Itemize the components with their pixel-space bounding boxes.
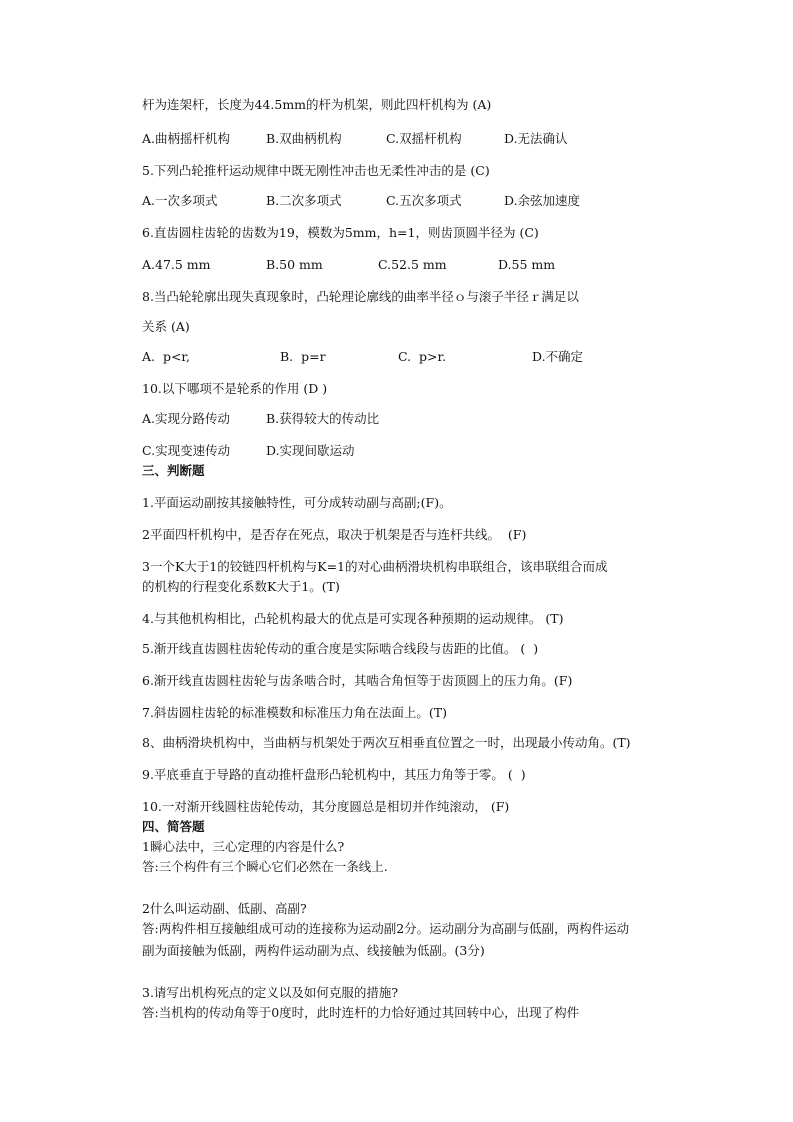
option-a: A.曲柄摇杆机构 xyxy=(142,131,231,146)
option-b: B.50 mm xyxy=(266,257,323,272)
options-row xyxy=(142,130,662,148)
short-answer-question: 1瞬心法中，三心定理的内容是什么? xyxy=(142,839,345,854)
section-heading: 四、简答题 xyxy=(142,819,205,834)
options-row xyxy=(142,192,662,210)
option-d: D.不确定 xyxy=(532,349,584,364)
options-row xyxy=(142,410,662,428)
option-d: D.余弦加速度 xyxy=(504,193,581,208)
section-heading: 三、判断题 xyxy=(142,463,205,478)
option-c: C.实现变速传动 xyxy=(142,443,231,458)
short-answer-answer: 答:当机构的传动角等于0度时，此时连杆的力恰好通过其回转中心，出现了构件 xyxy=(142,1005,580,1020)
option-b: B. p=r xyxy=(280,349,326,364)
option-b: B.获得较大的传动比 xyxy=(266,411,380,426)
option-a: A.实现分路传动 xyxy=(142,411,231,426)
option-a: A.47.5 mm xyxy=(142,257,211,272)
judgment-item: 9.平底垂直于导路的直动推杆盘形凸轮机构中，其压力角等于零。 ( ) xyxy=(142,767,526,782)
options-row xyxy=(142,442,662,460)
options-row xyxy=(142,348,662,366)
option-c: C.双摇杆机构 xyxy=(386,131,462,146)
judgment-item: 1.平面运动副按其接触特性，可分成转动副与高副;(F)。 xyxy=(142,495,452,510)
option-d: D.实现间歇运动 xyxy=(266,443,355,458)
short-answer-question: 2什么叫运动副、低副、高副? xyxy=(142,901,307,916)
question-stem: 杆为连架杆，长度为44.5mm的杆为机架，则此四杆机构为 (A) xyxy=(142,97,492,112)
judgment-item: 2平面四杆机构中，是否存在死点，取决于机架是否与连杆共线。 (F) xyxy=(142,527,527,542)
option-c: C. p>r. xyxy=(398,349,447,364)
option-a: A.一次多项式 xyxy=(142,193,218,208)
short-answer-answer-continued: 副为面接触为低副，两构件运动副为点、线接触为低副。(3分) xyxy=(142,943,485,958)
option-d: D.55 mm xyxy=(498,257,556,272)
question-stem: 6.直齿圆柱齿轮的齿数为19，模数为5mm，h=1，则齿顶圆半径为 (C) xyxy=(142,225,539,240)
option-a: A. p<r, xyxy=(142,349,190,364)
judgment-item: 8、曲柄滑块机构中，当曲柄与机架处于两次互相垂直位置之一时，出现最小传动角。(T) xyxy=(142,735,631,750)
short-answer-answer: 答:两构件相互接触组成可动的连接称为运动副2分。运动副分为高副与低副，两构件运动 xyxy=(142,921,630,936)
question-stem: 8.当凸轮轮廓出现失真现象时，凸轮理论廓线的曲率半径ｏ与滚子半径ｒ满足以 xyxy=(142,289,579,304)
question-stem: 5.下列凸轮推杆运动规律中既无刚性冲击也无柔性冲击的是 (C) xyxy=(142,163,490,178)
option-c: C.五次多项式 xyxy=(386,193,462,208)
option-d: D.无法确认 xyxy=(504,131,568,146)
option-b: B.双曲柄机构 xyxy=(266,131,342,146)
judgment-item: 5.渐开线直齿圆柱齿轮传动的重合度是实际啮合线段与齿距的比值。 ( ) xyxy=(142,641,539,656)
option-c: C.52.5 mm xyxy=(378,257,447,272)
option-b: B.二次多项式 xyxy=(266,193,342,208)
judgment-item: 4.与其他机构相比，凸轮机构最大的优点是可实现各种预期的运动规律。 (T) xyxy=(142,611,564,626)
judgment-item-continued: 的机构的行程变化系数K大于1。(T) xyxy=(142,579,340,594)
judgment-item: 7.斜齿圆柱齿轮的标准模数和标准压力角在法面上。(T) xyxy=(142,705,448,720)
judgment-item: 3一个K大于1的铰链四杆机构与K=1的对心曲柄滑块机构串联组合，该串联组合而成 xyxy=(142,559,608,574)
short-answer-question: 3.请写出机构死点的定义以及如何克服的措施? xyxy=(142,985,399,1000)
question-stem: 10.以下哪项不是轮系的作用 (D ) xyxy=(142,381,328,396)
judgment-item: 6.渐开线直齿圆柱齿轮与齿条啮合时，其啮合角恒等于齿顶圆上的压力角。(F) xyxy=(142,673,573,688)
question-stem-continued: 关系 (A) xyxy=(142,319,190,334)
short-answer-answer: 答:三个构件有三个瞬心它们必然在一条线上. xyxy=(142,859,388,874)
judgment-item: 10.一对渐开线圆柱齿轮传动，其分度圆总是相切并作纯滚动， (F) xyxy=(142,799,510,814)
options-row xyxy=(142,256,662,274)
